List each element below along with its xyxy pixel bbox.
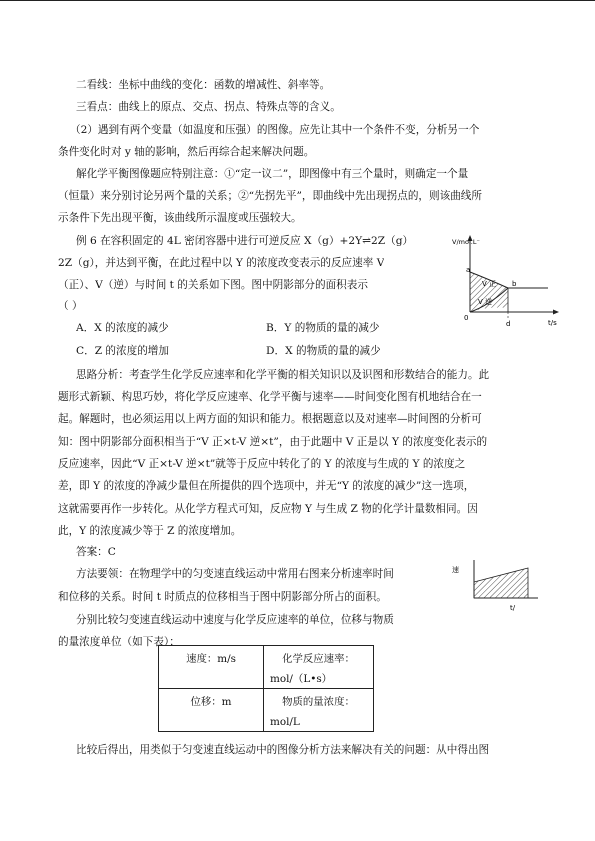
label-v-reverse: V 逆 bbox=[478, 298, 493, 306]
shaded-area bbox=[470, 272, 508, 312]
text-line: 题形式新颖、构思巧妙，将化学反应速率、化学平衡与速率——时间变化图有机地结合在一 bbox=[58, 391, 482, 403]
text-line: 二看线：坐标中曲线的变化：函数的增减性、斜率等。 bbox=[76, 79, 331, 91]
table-cell bbox=[264, 646, 374, 689]
text-line: （恒量）来分别讨论另两个量的关系；②“先拐先平”，即曲线中先出现拐点的，则该曲线所 bbox=[58, 190, 482, 202]
cell-text: mol/（L•s） bbox=[270, 673, 333, 685]
option-b: B．Y 的物质的量的减少 bbox=[266, 322, 380, 334]
label-a: a bbox=[466, 266, 471, 274]
label-b: b bbox=[512, 280, 517, 288]
x-axis-label: t/s bbox=[548, 319, 557, 327]
answer-line: 答案：C bbox=[76, 546, 116, 558]
table-cell: 速度：m/s bbox=[159, 646, 264, 689]
velocity-time-graph bbox=[452, 556, 542, 614]
text-line: 解化学平衡图像题应特别注意：①“定一议二”，即图像中有三个量时，则确定一个量 bbox=[76, 168, 469, 180]
text-line: 三看点：曲线上的原点、交点、拐点、特殊点等的含义。 bbox=[76, 101, 341, 113]
cell-text: 物质的量浓度： bbox=[282, 696, 355, 708]
cell-text: mol/L bbox=[270, 716, 300, 728]
text-line: 比较后得出，用类似于匀变速直线运动中的图像分析方法来解决有关的问题：从中得出图 bbox=[76, 744, 490, 756]
text-line: 差，即 Y 的浓度的净减少量但在所提供的四个选项中，并无“Y 的浓度的减少”这一选项， bbox=[58, 480, 475, 492]
text-line: 分别比较匀变速直线运动中速度与化学反应速率的单位，位移与物质 bbox=[76, 614, 394, 626]
option-d: D．X 的物质的量的减少 bbox=[266, 345, 381, 357]
text-line: 条件变化时对 y 轴的影响，然后再综合起来解决问题。 bbox=[58, 146, 315, 158]
table-row bbox=[159, 646, 374, 689]
text-line: 起。解题时，也必须运用以上两方面的知识和能力。根据题意以及对速率—时间图的分析可 bbox=[58, 413, 482, 425]
table-cell bbox=[264, 689, 374, 732]
rate-time-graph bbox=[452, 228, 564, 332]
label-d: d bbox=[506, 320, 511, 328]
text-line: （正）、V（逆）与时间 t 的关系如下图。图中阴影部分的面积表示 bbox=[58, 279, 368, 291]
unit-comparison-table bbox=[158, 645, 374, 732]
option-c: C．Z 的浓度的增加 bbox=[76, 345, 169, 357]
text-line: 示条件下先出现平衡，该曲线所示温度或压强较大。 bbox=[58, 212, 302, 224]
table-row bbox=[159, 689, 374, 732]
label-origin: 0 bbox=[464, 314, 469, 322]
label-v-forward: V 正 bbox=[482, 280, 497, 288]
table-cell: 位移：m bbox=[159, 689, 264, 732]
text-line: 的量浓度单位（如下表）： bbox=[58, 636, 180, 648]
text-line: 知：图中阴影部分面积相当于“V 正×t-V 逆×t”，由于此题中 V 正是以 Y 的浓度变化表示的 bbox=[58, 436, 488, 448]
answer-blank: （ ） bbox=[58, 300, 83, 312]
text-line: 和位移的关系。时间 t 时质点的位移相当于图中阴影部分所占的面积。 bbox=[58, 591, 387, 603]
shaded-area bbox=[474, 568, 528, 598]
x-axis-arrow-icon bbox=[553, 310, 559, 315]
cell-text: 化学反应速率： bbox=[282, 653, 355, 665]
text-line: 这就需要再作一步转化。从化学方程式可知，反应物 Y 与生成 Z 物的化学计量数相同。因 bbox=[58, 503, 478, 515]
text-line: 反应速率，因此“V 正×t-V 逆×t”就等于反应中转化了的 Y 的浓度与生成的 Y 的浓度之 bbox=[58, 458, 466, 470]
text-line: 2Z（g），并达到平衡，在此过程中以 Y 的浓度改变表示的反应速率 V bbox=[58, 257, 385, 269]
example-title: 例 6 在容积固定的 4L 密闭容器中进行可逆反应 X（g）+2Y⇌2Z（g） bbox=[76, 235, 414, 247]
text-line: 思路分析：考查学生化学反应速率和化学平衡的相关知识以及识图和形数结合的能力。此 bbox=[76, 369, 490, 381]
x-axis-label: t/ bbox=[510, 604, 516, 612]
option-a: A．X 的浓度的减少 bbox=[76, 322, 169, 334]
y-axis-label: 速 bbox=[452, 566, 459, 574]
text-line: 方法要领：在物理学中的匀变速直线运动中常用右图来分析速率时间 bbox=[76, 568, 394, 580]
text-line: 此，Y 的浓度减少等于 Z 的浓度增加。 bbox=[58, 525, 242, 537]
y-axis-label: V/mol.L⁻ bbox=[452, 238, 480, 246]
top-rule bbox=[0, 0, 595, 1]
text-line: （2）遇到有两个变量（如温度和压强）的图像。应先让其中一个条件不变，分析另一个 bbox=[70, 124, 480, 136]
